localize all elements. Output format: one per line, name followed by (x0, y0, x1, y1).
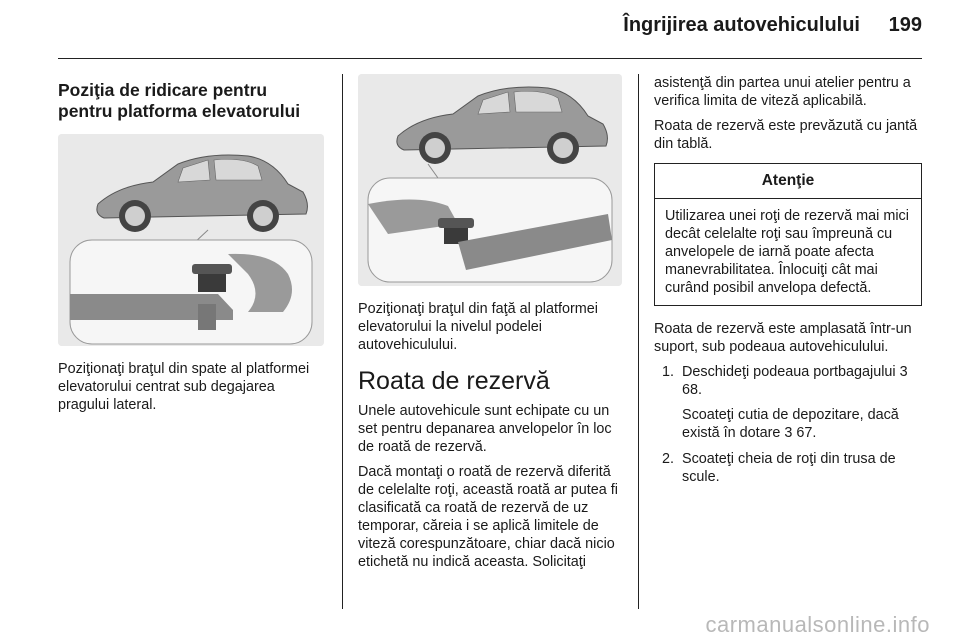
section-title: Roata de rezervă (358, 367, 550, 395)
reference-arrow-icon: 3 (899, 364, 908, 380)
page-reference: 67. (796, 425, 817, 441)
rim-paragraph: Roata de rezervă este prevăzută cu jantă din tablă. (654, 118, 918, 152)
steps-list (654, 363, 922, 486)
list-item (654, 363, 922, 442)
rear-lift-point-figure (58, 134, 324, 346)
list-item (654, 450, 922, 486)
page-number: 199 (888, 14, 922, 36)
column-3 (654, 74, 922, 494)
step-text: Deschideţi podeaua portbagajului (682, 364, 896, 380)
warning-title: Atenţie (655, 164, 921, 199)
column-divider-2 (638, 74, 639, 609)
warning-box (654, 163, 922, 306)
front-lift-point-figure (358, 74, 622, 286)
column-2 (358, 74, 624, 578)
figure-caption-front: Poziţionaţi braţul din faţă al platformei elevatorului la nivelul podelei autovehiculului. (358, 301, 598, 353)
continued-paragraph: asistenţă din partea unui atelier pentru a verifica limita de viteză aplicabilă. (654, 75, 911, 109)
subsection-heading: Poziţia de ridicare pentru pentru platforma elevatorului (58, 80, 301, 121)
watermark: carmanualsonline.info (705, 612, 930, 637)
step-text: Scoateţi cheia de roţi din trusa de scule. (682, 451, 896, 485)
warning-text: Utilizarea unei roţi de rezervă mai mici decât celelalte roţi sau împreună cu anvelopele de iarnă poate afecta manevrabilitatea. Înlocuiţi cât mai curând posibil anvelopa defectă. (665, 208, 909, 296)
page-reference: 68. (682, 382, 703, 398)
column-1 (58, 74, 326, 421)
location-paragraph: Roata de rezervă este amplasată într-un suport, sub podeaua autovehiculului. (654, 321, 912, 355)
reference-arrow-icon: 3 (784, 425, 793, 441)
column-divider-1 (342, 74, 343, 609)
step-subtext: Scoateţi cutia de depozitare, dacă există în dotare (682, 407, 899, 441)
header-title: Îngrijirea autovehiculului (623, 14, 860, 36)
spare-wheel-paragraph-2: Dacă montaţi o roată de rezervă diferită de celelalte roţi, această roată ar putea fi clasificată ca roată de rezervă de uz temporar, căreia i se aplică limitele de viteză corespunzătoare, chiar dacă nicio etichetă nu indică aceasta. Solicitaţi (358, 464, 618, 570)
spare-wheel-paragraph-1: Unele autovehicule sunt echipate cu un set pentru depanarea anvelopelor în loc de roată de rezervă. (358, 403, 612, 455)
step-number: 1. (662, 364, 675, 380)
figure-caption-rear: Poziţionaţi braţul din spate al platformei elevatorului centrat sub degajarea pragului lateral. (58, 361, 310, 413)
step-number: 2. (662, 451, 675, 467)
header-rule (58, 58, 922, 59)
